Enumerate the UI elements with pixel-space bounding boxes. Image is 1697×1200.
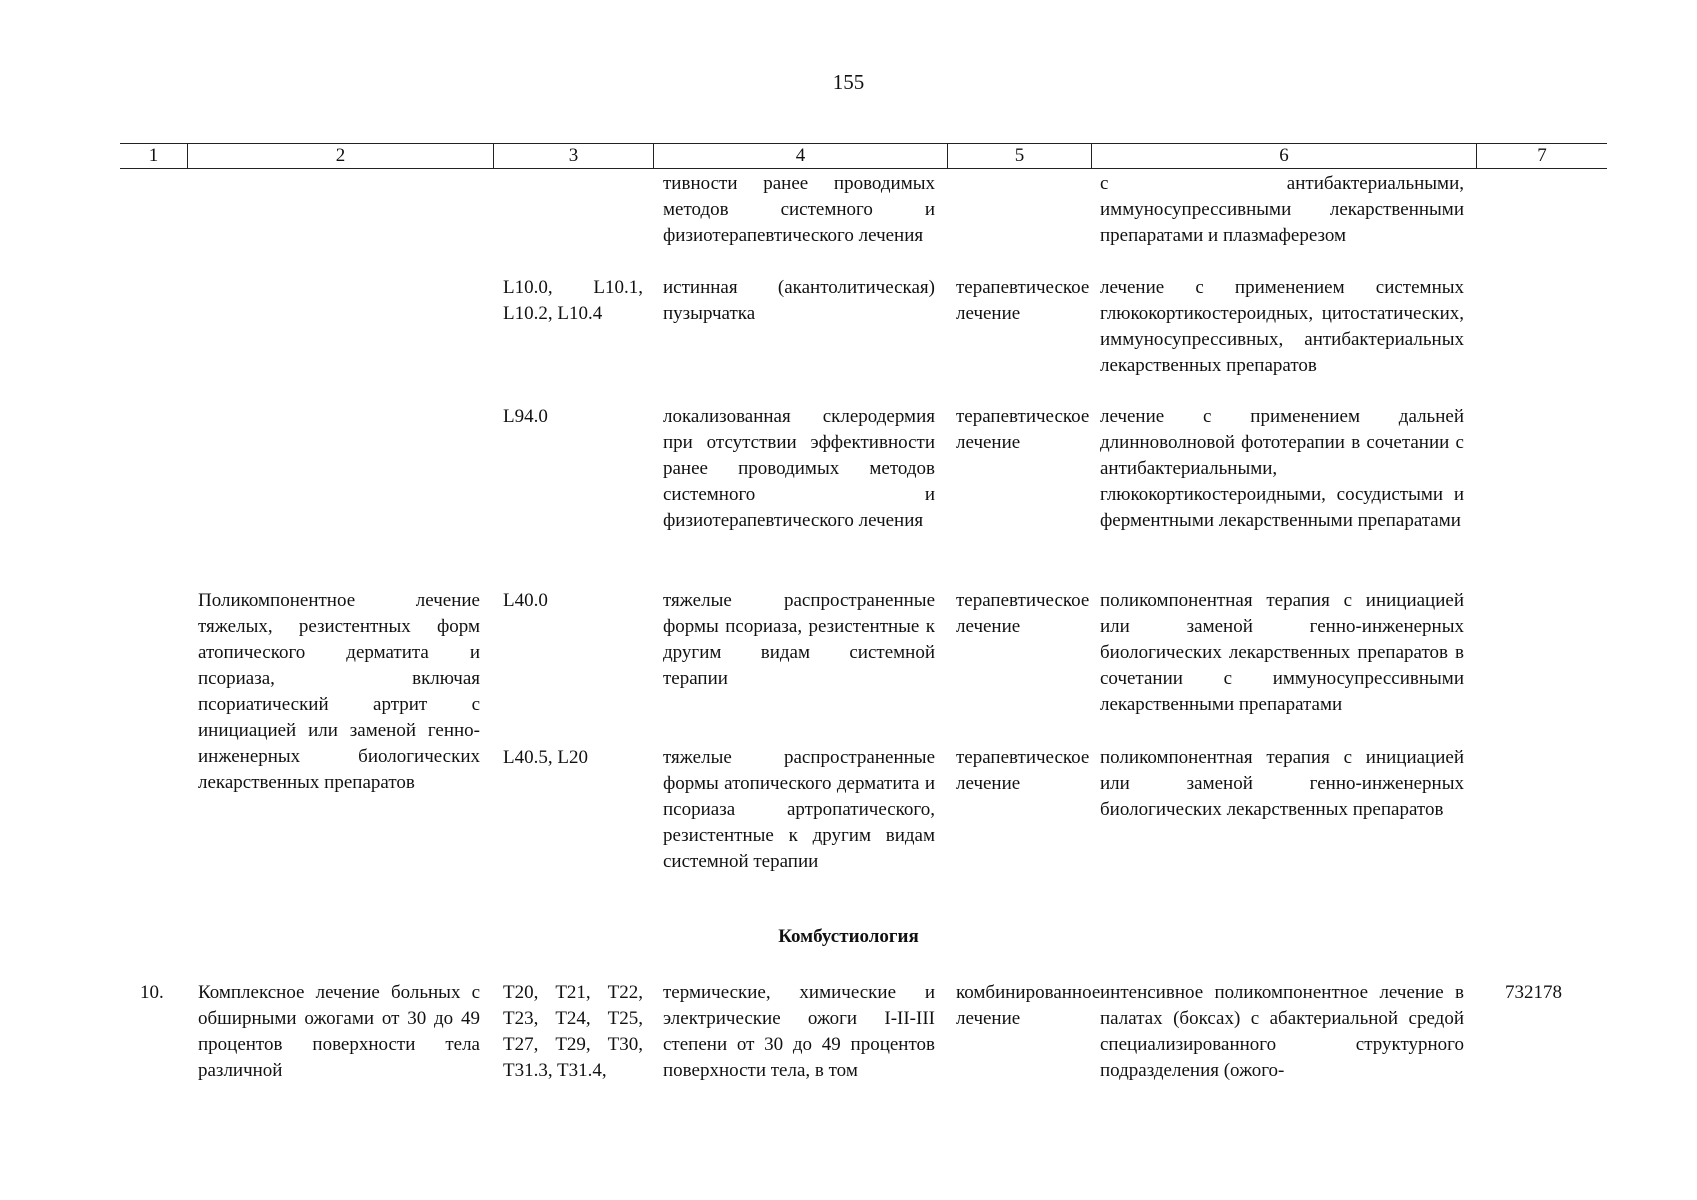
diagnosis-cell: локализованная склеродермия при отсутствии эффективности ранее проводимых методов системного и физиотерапевтического лечения xyxy=(663,406,935,531)
method-cell: с антибактериальными, иммуносупрессивными лекарственными препаратами и плазмаферезом xyxy=(1100,173,1464,246)
diagnosis-cell: истинная (акантолитическая) пузырчатка xyxy=(663,277,935,324)
cost-cell: 732178 xyxy=(1505,982,1562,1003)
diagnosis-cell: термические, химические и электрические ожоги I-II-III степени от 30 до 49 процентов поверхности тела, в том xyxy=(663,982,935,1081)
treatment-type-cell: терапевтическое лечение xyxy=(956,406,1090,453)
code-cell: L10.0, L10.1, L10.2, L10.4 xyxy=(503,277,643,324)
header-cell-4: 4 xyxy=(653,144,947,168)
row-number: 10. xyxy=(140,982,164,1003)
header-cell-7: 7 xyxy=(1476,144,1607,168)
section-title: Комбустиология xyxy=(778,926,919,947)
diagnosis-cell: тивности ранее проводимых методов системного и физиотерапевтического лечения xyxy=(663,173,935,246)
code-cell: L94.0 xyxy=(503,406,548,427)
method-cell: поликомпонентная терапия с инициацией или заменой генно-инженерных биологических лекарственных препаратов в сочетании с иммуносупрессивными лекарственными препаратами xyxy=(1100,590,1464,715)
header-cell-6: 6 xyxy=(1091,144,1476,168)
page-number: 155 xyxy=(832,70,865,94)
method-cell: лечение с применением системных глюкокортикостероидных, цитостатических, иммуносупрессивных, антибактериальных лекарственных препаратов xyxy=(1100,277,1464,376)
treatment-type-cell: терапевтическое лечение xyxy=(956,747,1090,794)
header-cell-2: 2 xyxy=(187,144,493,168)
diagnosis-cell: тяжелые распространенные формы псориаза, резистентные к другим видам системной терапии xyxy=(663,590,935,689)
header-cell-1: 1 xyxy=(148,145,159,166)
method-cell: лечение с применением дальней длинноволновой фототерапии в сочетании с антибактериальными, глюкокортикостероидными, сосудистыми и ферментными лекарственными препаратами xyxy=(1100,406,1464,531)
treatment-name-cell: Комплексное лечение больных с обширными ожогами от 30 до 49 процентов поверхности тела различной xyxy=(198,982,480,1081)
code-cell: T20, T21, T22, T23, T24, T25, T27, T29, T30, T31.3, T31.4, xyxy=(503,982,643,1081)
method-cell: интенсивное поликомпонентное лечение в палатах (боксах) с абактериальной средой специализированного структурного подразделения (ожого- xyxy=(1100,982,1464,1081)
diagnosis-cell: тяжелые распространенные формы атопического дерматита и псориаза артропатического, резистентные к другим видам системной терапии xyxy=(663,747,935,872)
header-cell-5: 5 xyxy=(947,144,1091,168)
treatment-type-cell: терапевтическое лечение xyxy=(956,590,1090,637)
table-header-row xyxy=(120,143,1607,169)
code-cell: L40.0 xyxy=(503,590,548,611)
treatment-type-cell: терапевтическое лечение xyxy=(956,277,1090,324)
code-cell: L40.5, L20 xyxy=(503,747,588,768)
header-cell-3: 3 xyxy=(493,144,653,168)
method-cell: поликомпонентная терапия с инициацией или заменой генно-инженерных биологических лекарственных препаратов xyxy=(1100,747,1464,820)
treatment-group-name: Поликомпонентное лечение тяжелых, резистентных форм атопического дерматита и псориаза, включая псориатический артрит с инициацией или заменой генно-инженерных биологических лекарственных препаратов xyxy=(198,590,480,793)
treatment-type-cell: комбинированное лечение xyxy=(956,982,1101,1029)
